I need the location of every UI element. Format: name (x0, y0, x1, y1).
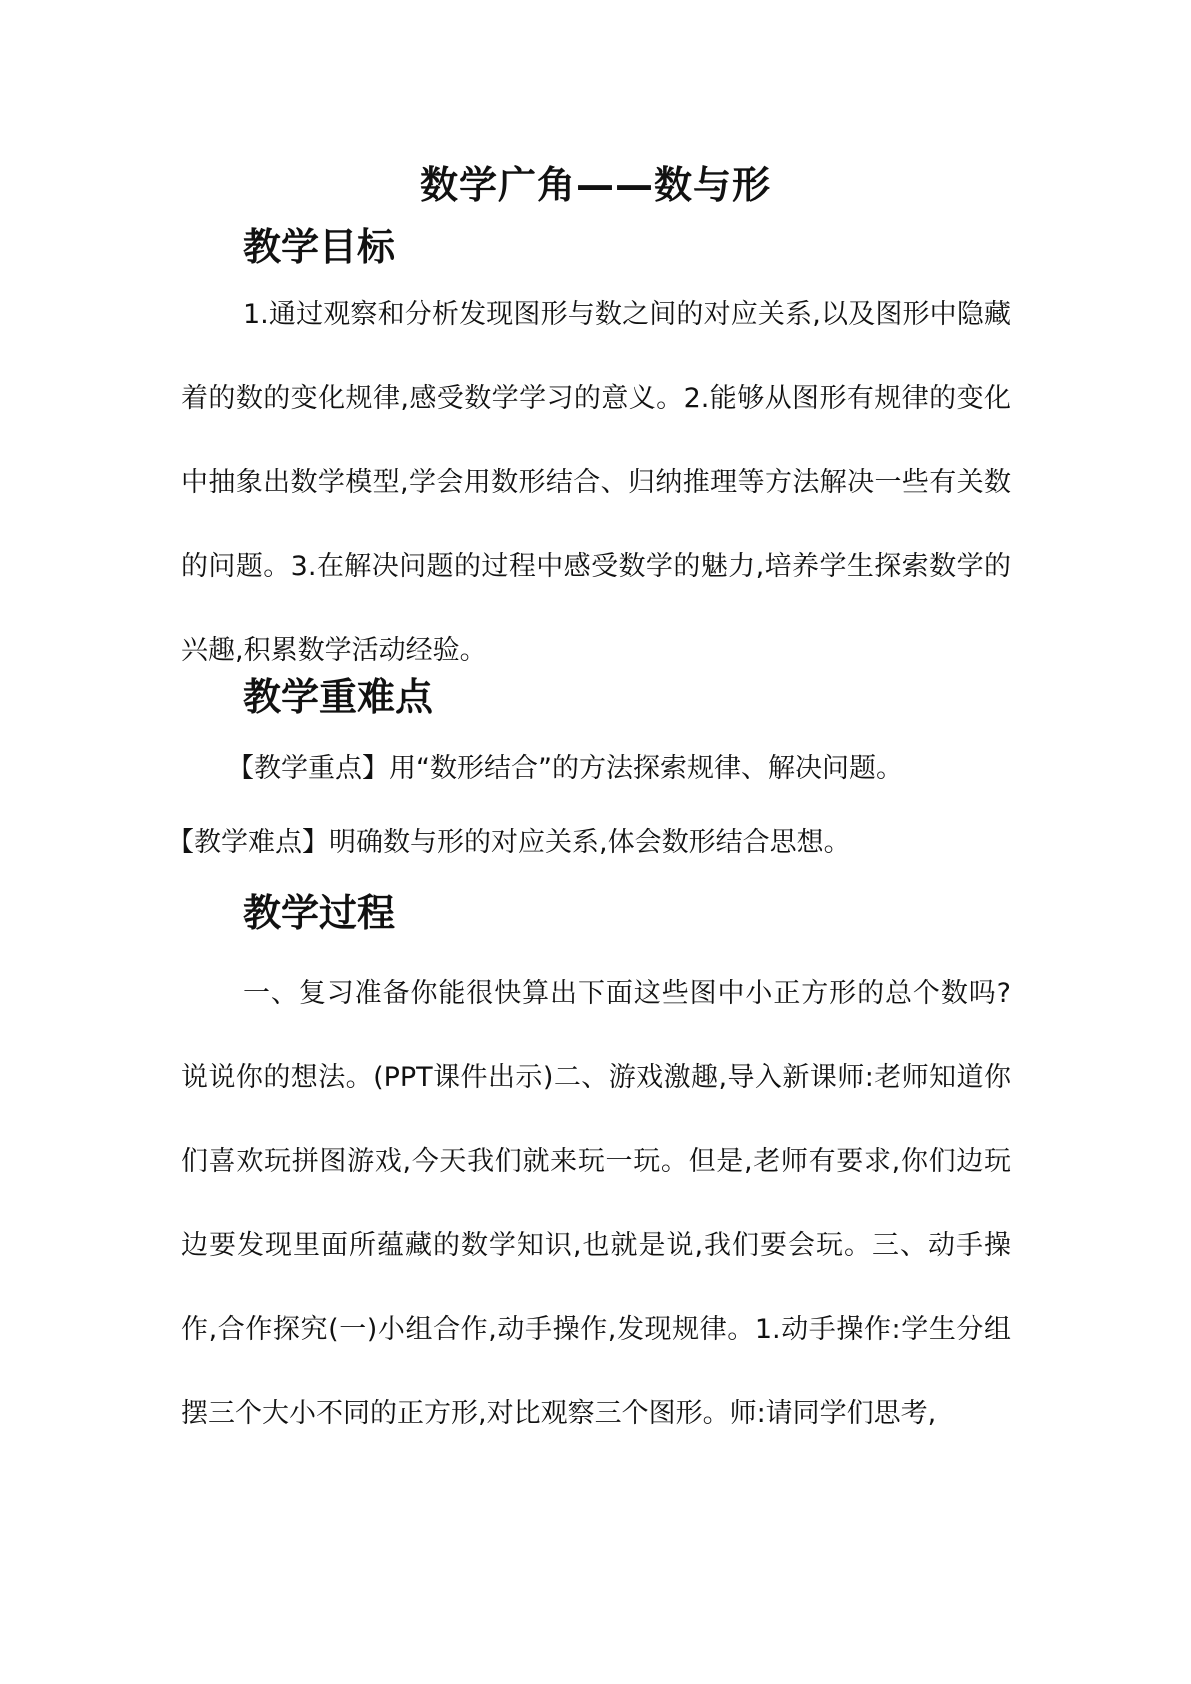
key-point-line: 【教学重点】用“数形结合”的方法探索规律、解决问题。 (227, 753, 903, 784)
difficult-point-line: 【教学难点】明确数与形的对应关系,体会数形结合思想。 (167, 827, 851, 858)
heading-key-difficult-points: 教学重难点 (243, 675, 434, 719)
heading-teaching-process: 教学过程 (243, 891, 396, 935)
teaching-goals-paragraph: 1.通过观察和分析发现图形与数之间的对应关系,以及图形中隐藏着的数的变化规律,感受数学学习的意义。2.能够从图形有规律的变化中抽象出数学模型,学会用数形结合、归纳推理等方法解决一些有关数的问题。3.在解决问题的过程中感受数学的魅力,培养学生探索数学的兴趣,积累数学活动经验。 (181, 299, 1011, 666)
heading-teaching-goals: 教学目标 (243, 225, 396, 269)
teaching-process-paragraph: 一、复习准备你能很快算出下面这些图中小正方形的总个数吗?说说你的想法。(PPT课件出示)二、游戏激趣,导入新课师:老师知道你们喜欢玩拼图游戏,今天我们就来玩一玩。但是,老师有要求,你们边玩边要发现里面所蕴藏的数学知识,也就是说,我们要会玩。三、动手操作,合作探究(一)小组合作,动手操作,发现规律。1.动手操作:学生分组摆三个大小不同的正方形,对比观察三个图形。师:请同学们思考, (181, 978, 1011, 1429)
document-title: 数学广角——数与形 (419, 163, 771, 207)
